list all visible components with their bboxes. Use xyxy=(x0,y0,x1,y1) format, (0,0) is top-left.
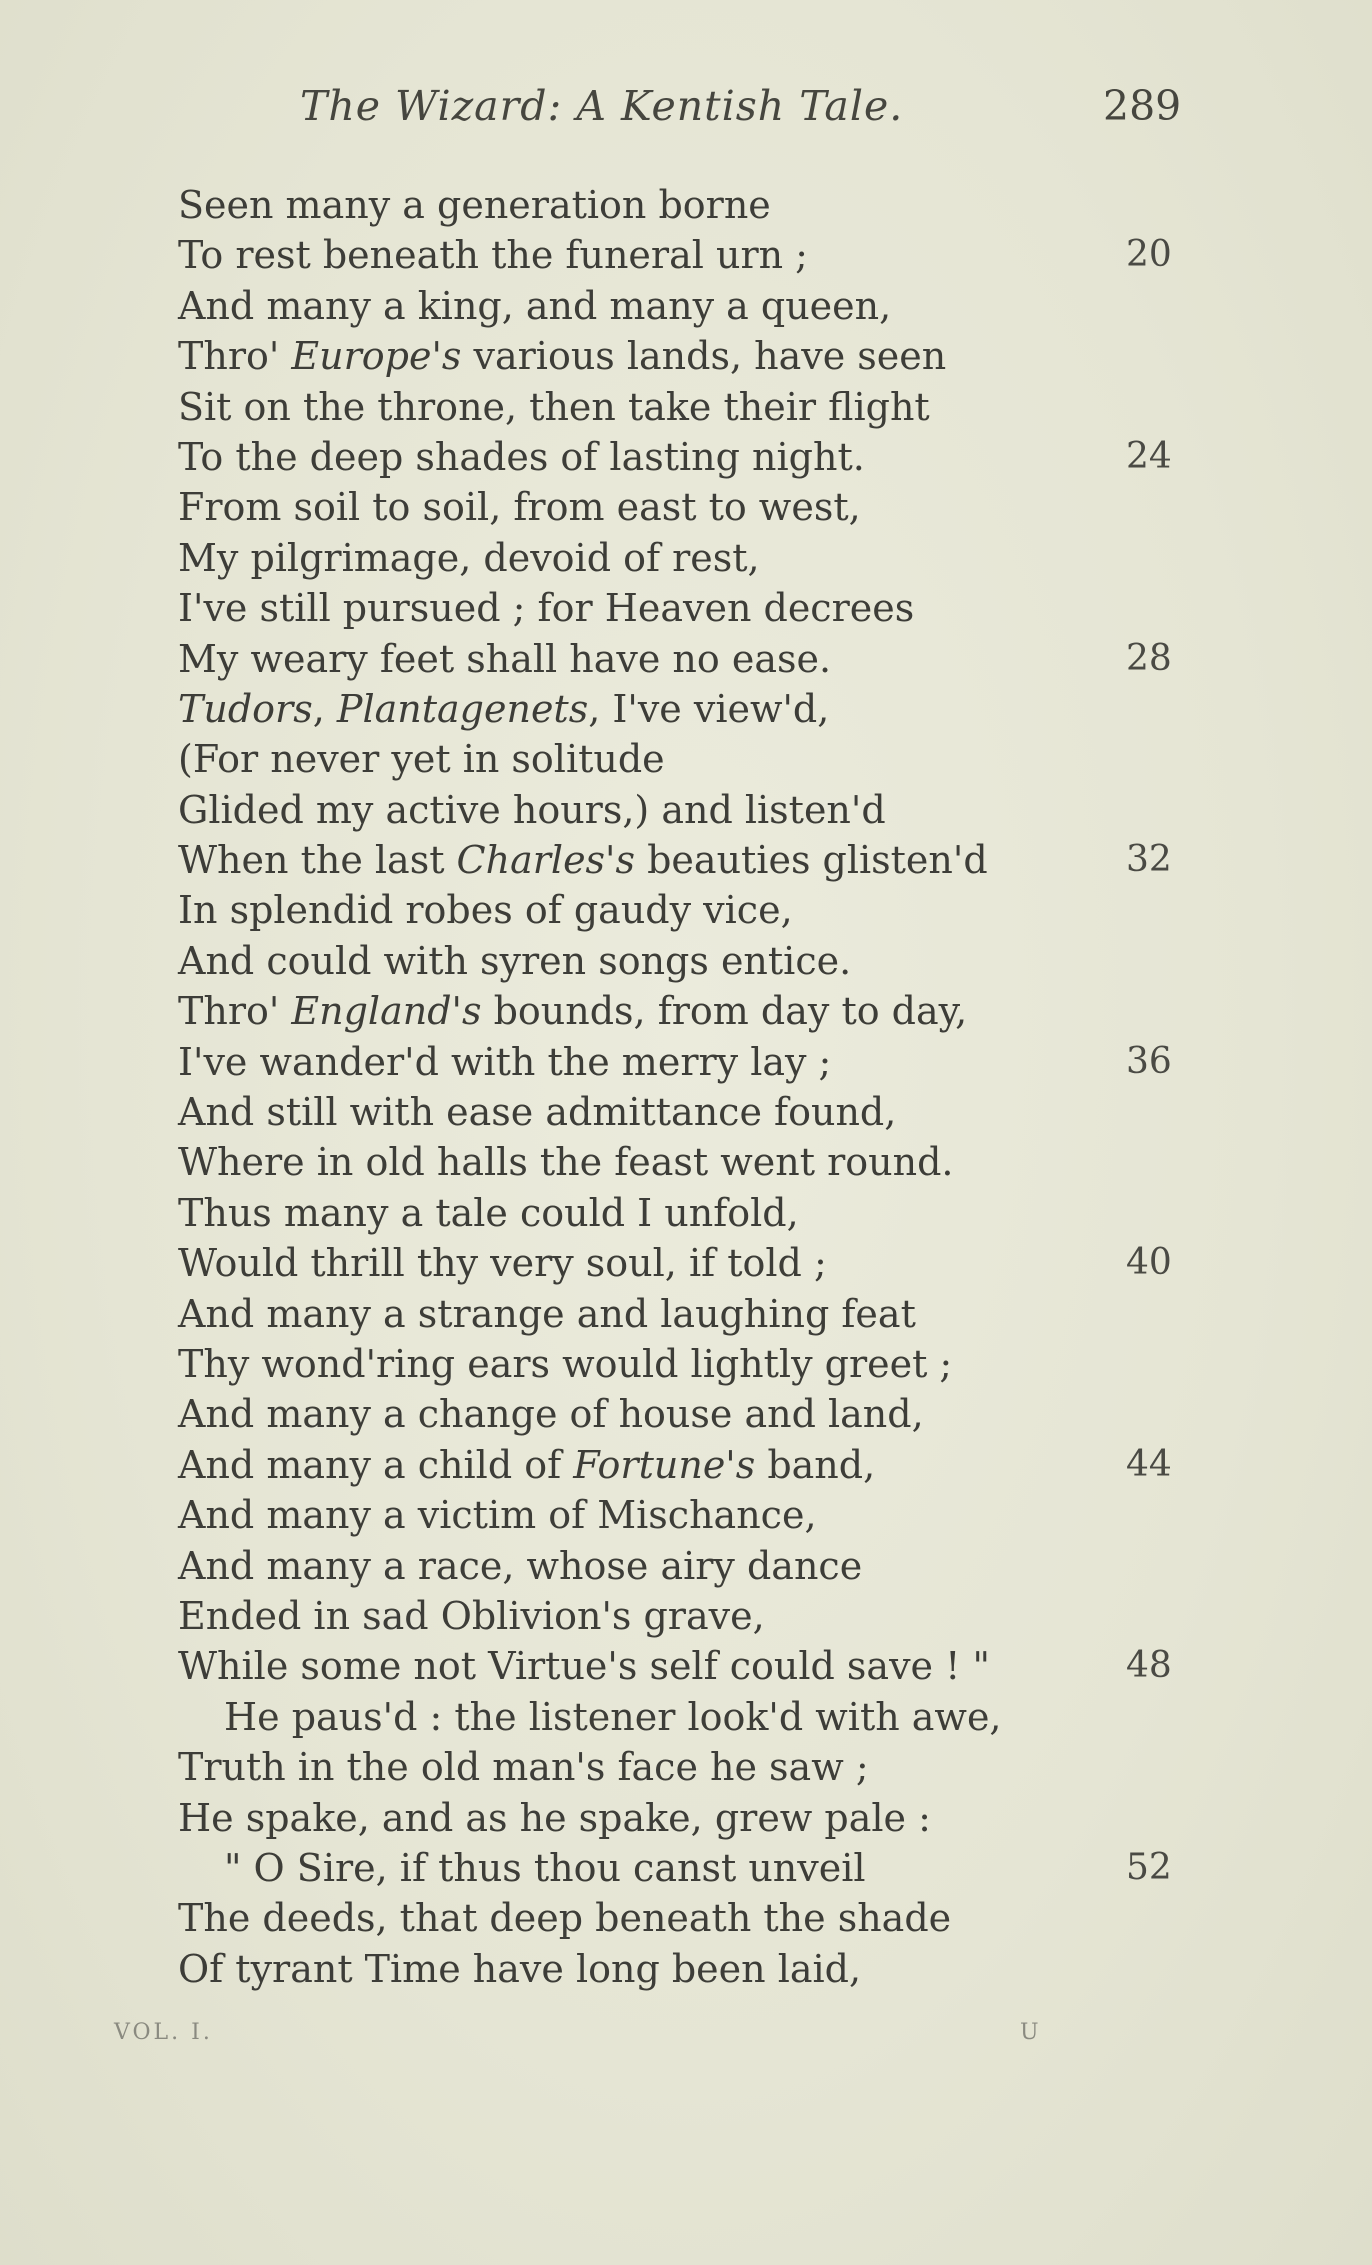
poem-line-text xyxy=(178,1742,869,1792)
line-segment: And many a change of house and land, xyxy=(178,1392,924,1437)
poem-line-text xyxy=(178,684,829,734)
line-segment: (For never yet in solitude xyxy=(178,737,665,782)
line-segment: And still with ease admittance found, xyxy=(178,1090,897,1135)
poem-line-text xyxy=(224,1692,1002,1742)
poem-line xyxy=(0,1843,1372,1893)
poem-line xyxy=(0,835,1372,885)
poem-line-text xyxy=(178,1944,861,1994)
poem-line xyxy=(0,1037,1372,1087)
poem-line-text xyxy=(178,1591,765,1641)
poem-line-text xyxy=(178,1188,799,1238)
line-segment: I've wander'd with the merry lay ; xyxy=(178,1039,832,1084)
poem-line xyxy=(0,432,1372,482)
line-segment: Ended in sad Oblivion's grave, xyxy=(178,1593,765,1638)
poem-line-text xyxy=(178,734,665,784)
line-segment: My weary feet shall have no ease. xyxy=(178,636,832,681)
poem-line xyxy=(0,180,1372,230)
poem-line-text xyxy=(178,1793,931,1843)
poem-line-text xyxy=(178,885,793,935)
poem-line xyxy=(0,1238,1372,1288)
line-segment: beauties glisten'd xyxy=(635,838,988,883)
poem-line xyxy=(0,1087,1372,1137)
line-segment: band, xyxy=(755,1442,876,1487)
poem-line-text xyxy=(178,382,930,432)
poem-line xyxy=(0,1188,1372,1238)
line-segment: various lands, have seen xyxy=(461,334,947,379)
poem-line xyxy=(0,1137,1372,1187)
line-segment: bounds, from day to day, xyxy=(481,989,968,1034)
poem-line xyxy=(0,1440,1372,1490)
poem-line-text xyxy=(224,1843,866,1893)
poem-line xyxy=(0,785,1372,835)
line-number: 44 xyxy=(1126,1443,1172,1485)
poem-line xyxy=(0,382,1372,432)
line-segment: Where in old halls the feast went round. xyxy=(178,1140,954,1185)
poem-line-text xyxy=(178,432,865,482)
running-head xyxy=(0,82,1372,142)
poem-line-text xyxy=(178,1087,896,1137)
signature-mark: U xyxy=(1020,2020,1042,2045)
italic-name: Tudors xyxy=(178,686,313,731)
poem-line xyxy=(0,583,1372,633)
poem-line xyxy=(0,482,1372,532)
line-segment: Thus many a tale could I unfold, xyxy=(178,1190,799,1235)
line-number: 24 xyxy=(1126,435,1172,477)
running-title: The Wizard: A Kentish Tale. xyxy=(300,82,904,130)
line-segment: My pilgrimage, devoid of rest, xyxy=(178,535,760,580)
line-segment: Would thrill thy very soul, if told ; xyxy=(178,1241,827,1286)
poem-line-text xyxy=(178,180,771,230)
poem-line xyxy=(0,684,1372,734)
poem-line-text xyxy=(178,583,914,633)
poem-line xyxy=(0,281,1372,331)
italic-name: Charles's xyxy=(456,838,636,883)
line-segment: I've still pursued ; for Heaven decrees xyxy=(178,586,915,631)
volume-signature: VOL. I. xyxy=(114,2020,213,2045)
poem-line-text xyxy=(178,230,808,280)
poem-line xyxy=(0,936,1372,986)
page-number: 289 xyxy=(1103,82,1182,130)
line-segment: Thro' xyxy=(178,334,292,379)
line-number: 36 xyxy=(1126,1040,1172,1082)
line-segment: And many a victim of Mischance, xyxy=(178,1493,817,1538)
poem-line xyxy=(0,331,1372,381)
line-number: 40 xyxy=(1126,1242,1172,1284)
italic-name: England's xyxy=(291,989,482,1034)
line-segment: Of tyrant Time have long been laid, xyxy=(178,1946,862,1991)
poem-line xyxy=(0,986,1372,1036)
line-segment: Thro' xyxy=(178,989,292,1034)
poem-line xyxy=(0,1591,1372,1641)
line-segment: When the last xyxy=(178,838,457,883)
poem-line-text xyxy=(178,1893,951,1943)
poem-line xyxy=(0,1793,1372,1843)
poem-line xyxy=(0,1893,1372,1943)
italic-name: Europe's xyxy=(291,334,462,379)
poem-line-text xyxy=(178,1541,862,1591)
poem-line-text xyxy=(178,936,851,986)
line-segment: And many a race, whose airy dance xyxy=(178,1543,863,1588)
line-segment: Truth in the old man's face he saw ; xyxy=(178,1745,869,1790)
poem-line-text xyxy=(178,1339,952,1389)
line-segment: And many a child of xyxy=(178,1442,574,1487)
poem-line-text xyxy=(178,1490,817,1540)
line-number: 32 xyxy=(1126,839,1172,881)
poem-line-text xyxy=(178,785,886,835)
line-segment: He paus'd : the listener look'd with awe, xyxy=(224,1694,1002,1739)
poem-line-text xyxy=(178,281,891,331)
poem-line-text xyxy=(178,533,760,583)
line-segment: Thy wond'ring ears would lightly greet ; xyxy=(178,1341,953,1386)
poem-body xyxy=(0,180,1372,1994)
line-segment: He spake, and as he spake, grew pale : xyxy=(178,1795,931,1840)
line-number: 20 xyxy=(1126,234,1172,276)
line-segment: Seen many a generation borne xyxy=(178,183,771,227)
poem-line-text xyxy=(178,986,967,1036)
poem-line xyxy=(0,1389,1372,1439)
line-segment: The deeds, that deep beneath the shade xyxy=(178,1896,952,1941)
poem-line xyxy=(0,1339,1372,1389)
line-segment: " O Sire, if thus thou canst unveil xyxy=(224,1845,866,1890)
line-segment: Glided my active hours,) and listen'd xyxy=(178,787,886,832)
line-segment: Sit on the throne, then take their flight xyxy=(178,384,930,429)
poem-line xyxy=(0,1742,1372,1792)
line-number: 28 xyxy=(1126,637,1172,679)
poem-line xyxy=(0,1944,1372,1994)
poem-line-text xyxy=(178,1037,831,1087)
line-number: 48 xyxy=(1126,1645,1172,1687)
poem-line xyxy=(0,1541,1372,1591)
line-segment: To the deep shades of lasting night. xyxy=(178,434,865,479)
poem-line xyxy=(0,734,1372,784)
poem-line xyxy=(0,634,1372,684)
poem-line-text xyxy=(178,1238,827,1288)
poem-line xyxy=(0,1289,1372,1339)
italic-name: Plantagenets xyxy=(336,686,589,731)
poem-line xyxy=(0,1641,1372,1691)
line-segment: While some not Virtue's self could save ! " xyxy=(178,1644,990,1689)
poem-line xyxy=(0,230,1372,280)
line-segment: , I've view'd, xyxy=(588,686,830,731)
poem-line-text xyxy=(178,1641,990,1691)
poem-line-text xyxy=(178,482,861,532)
line-segment: From soil to soil, from east to west, xyxy=(178,485,861,530)
poem-line xyxy=(0,533,1372,583)
line-segment: And could with syren songs entice. xyxy=(178,938,852,983)
poem-line-text xyxy=(178,331,946,381)
poem-line-text xyxy=(178,1389,924,1439)
line-segment: And many a king, and many a queen, xyxy=(178,283,892,328)
poem-line-text xyxy=(178,835,988,885)
poem-line-text xyxy=(178,1289,916,1339)
poem-line xyxy=(0,1490,1372,1540)
poem-line xyxy=(0,1692,1372,1742)
page-footer xyxy=(0,2020,1372,2060)
poem-line-text xyxy=(178,1137,954,1187)
line-segment: And many a strange and laughing feat xyxy=(178,1291,916,1336)
line-segment: In splendid robes of gaudy vice, xyxy=(178,888,793,933)
italic-name: Fortune's xyxy=(573,1442,756,1487)
poem-line-text xyxy=(178,1440,875,1490)
poem-line xyxy=(0,885,1372,935)
line-segment: To rest beneath the funeral urn ; xyxy=(178,233,808,278)
line-number: 52 xyxy=(1126,1846,1172,1888)
poem-line-text xyxy=(178,634,831,684)
line-segment: , xyxy=(312,686,337,731)
